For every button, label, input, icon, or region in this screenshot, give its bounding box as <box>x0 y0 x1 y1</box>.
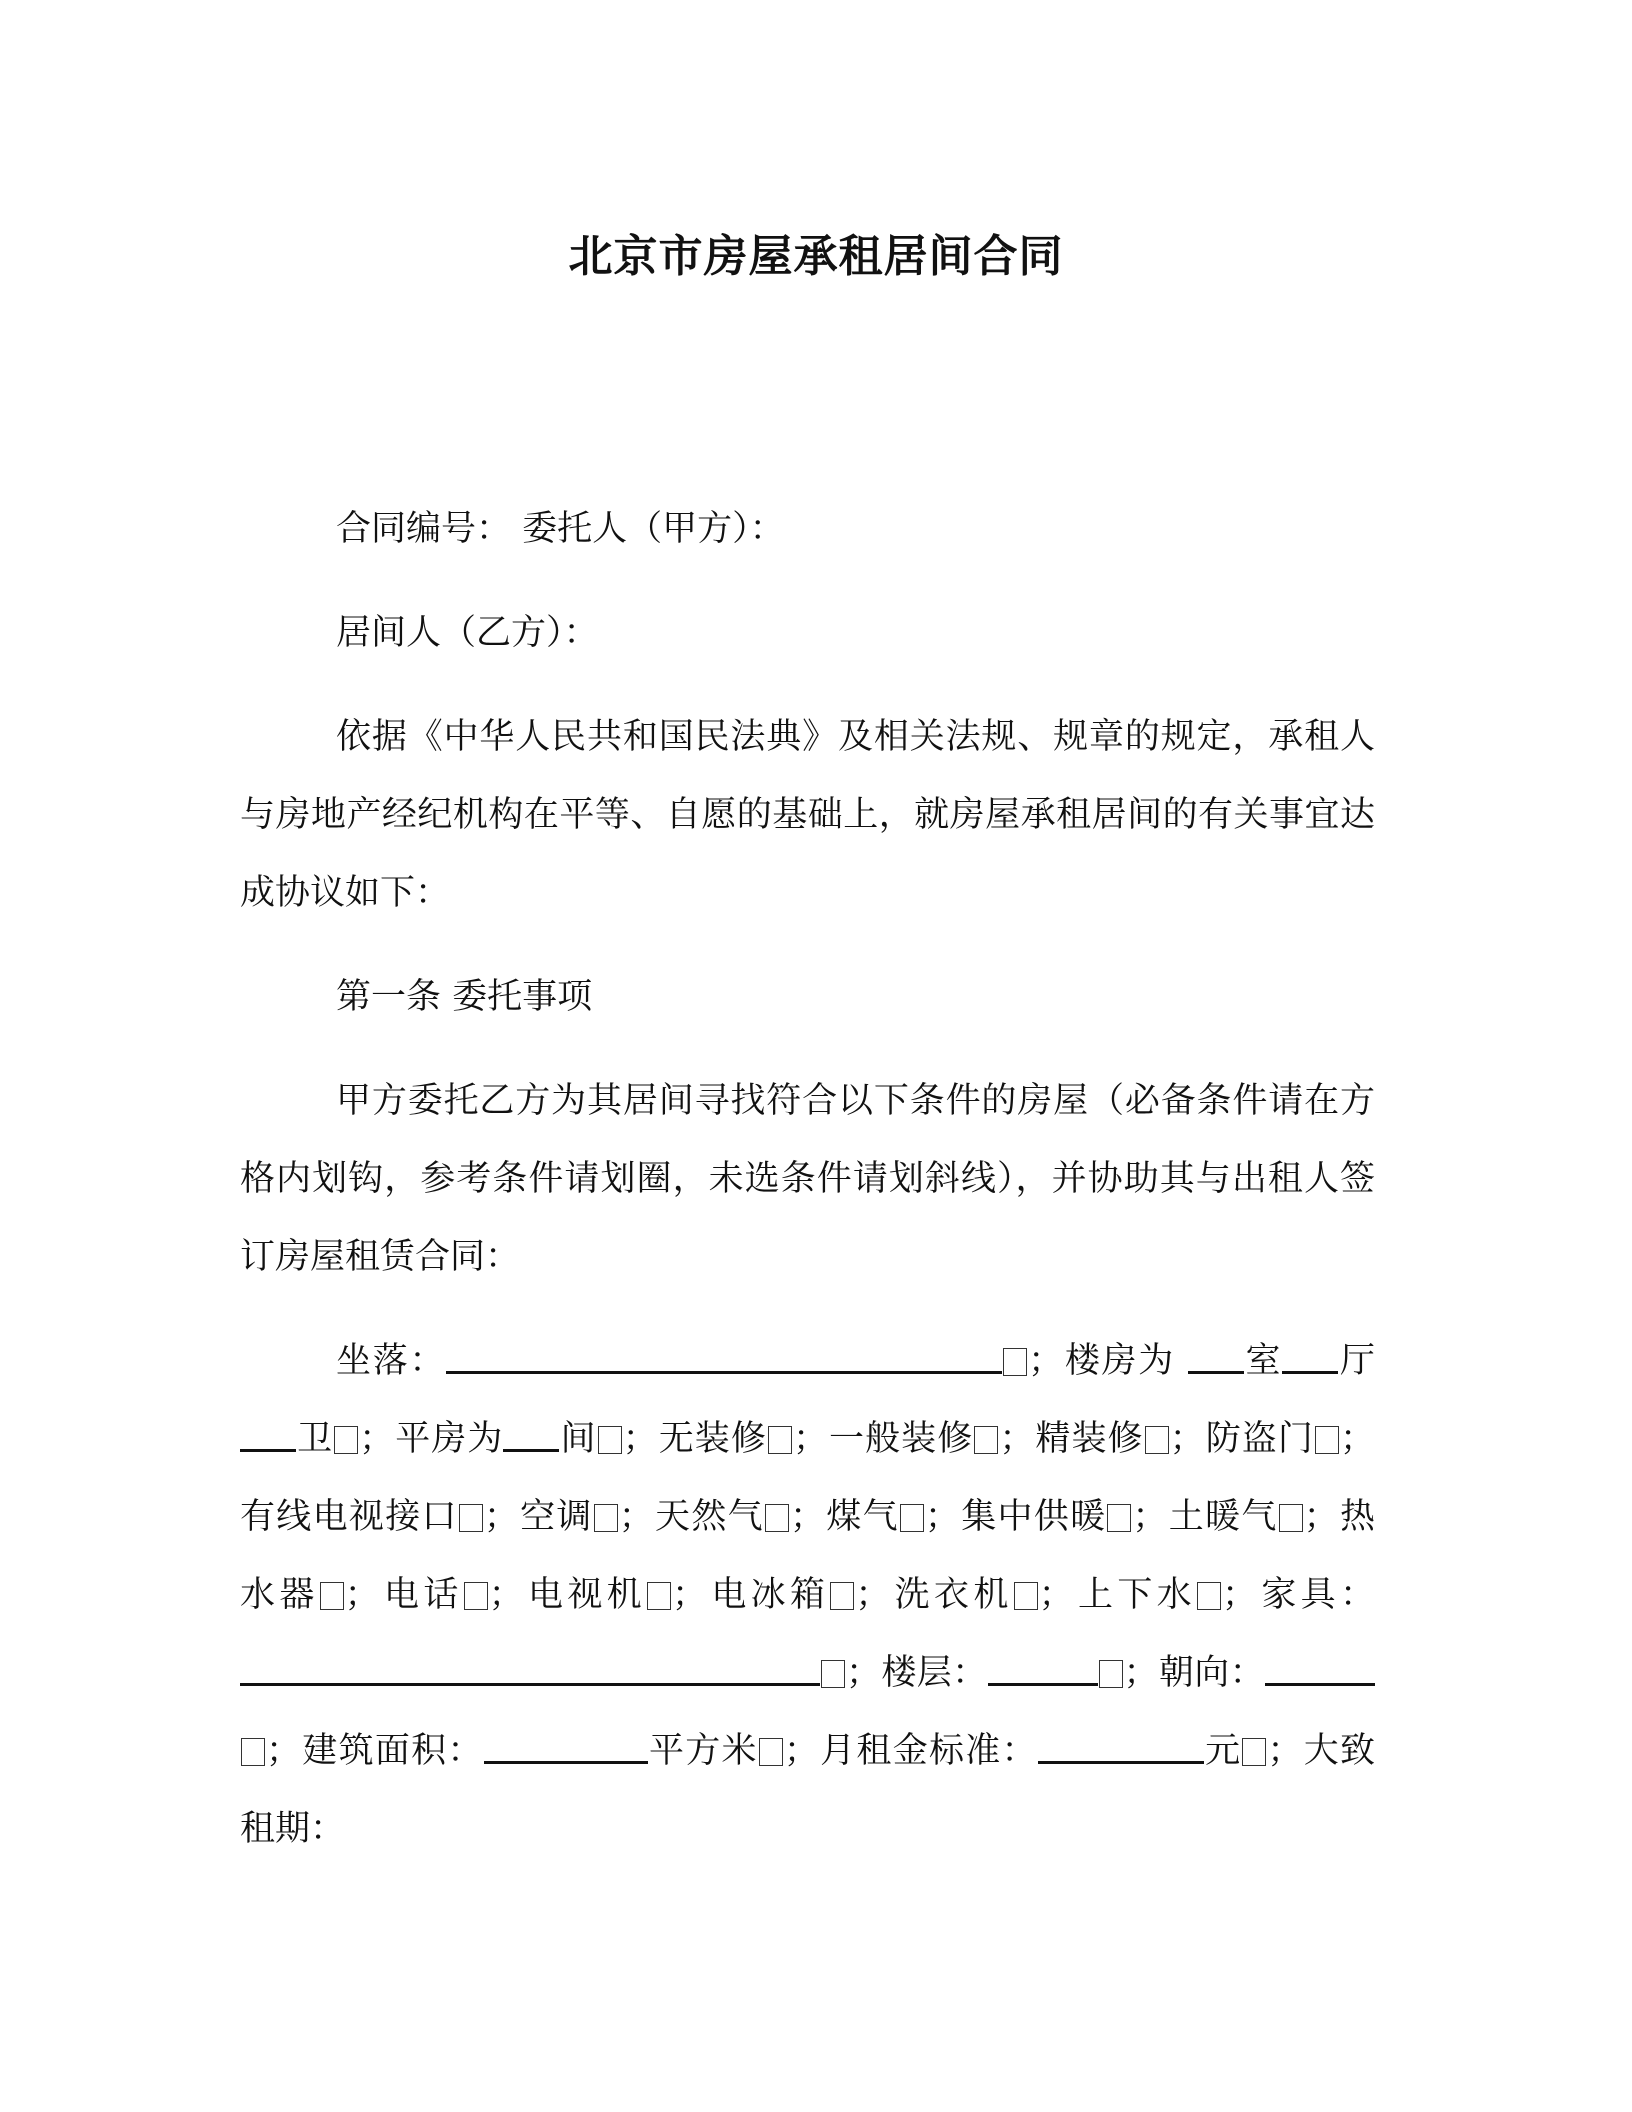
checkbox-fridge[interactable] <box>830 1582 854 1610</box>
checkbox-natural-gas[interactable] <box>765 1504 789 1532</box>
cable-tv-label: ；有线电视接口 <box>240 1419 1375 1537</box>
bungalow-label: ；平房为 <box>359 1419 504 1459</box>
intro-line-1 <box>240 490 1375 568</box>
preamble: 依据《中华人民共和国民法典》及相关法规、规章的规定，承租人与房地产经纪机构在平等、自愿的基础上，就房屋承租居间的有关事宜达成协议如下： <box>240 717 1375 913</box>
fine-decor-label: ；精装修 <box>999 1419 1144 1459</box>
building-label: ；楼房为 <box>1028 1341 1175 1381</box>
checkbox-plumbing[interactable] <box>1197 1582 1221 1610</box>
contract-no-label: 合同编号： <box>336 509 512 549</box>
bath-label: 卫 <box>296 1419 334 1459</box>
article-1-heading: 第一条 委托事项 <box>336 977 593 1017</box>
checkbox-normal-decor[interactable] <box>974 1426 998 1454</box>
rent-blank[interactable] <box>1038 1731 1204 1764</box>
principal-label: 委托人（甲方）： <box>522 509 785 549</box>
checkbox-building[interactable] <box>334 1426 358 1454</box>
location-label: 坐落： <box>336 1341 447 1381</box>
area-label: ；建筑面积： <box>266 1731 484 1771</box>
room-blank[interactable] <box>1188 1341 1244 1374</box>
checkbox-tv[interactable] <box>647 1582 671 1610</box>
rent-label: ；月租金标准： <box>783 1731 1038 1771</box>
phone-label: ；电话 <box>344 1575 463 1615</box>
bath-blank[interactable] <box>240 1419 296 1452</box>
checkbox-phone[interactable] <box>464 1582 488 1610</box>
article-1-text: 甲方委托乙方为其居间寻找符合以下条件的房屋（必备条件请在方格内划钩，参考条件请划圈，未选条件请划斜线），并协助其与出租人签订房屋租赁合同： <box>240 1081 1375 1277</box>
furniture-blank-2[interactable] <box>710 1653 820 1686</box>
washer-label: ；洗衣机 <box>855 1575 1013 1615</box>
checkbox-area[interactable] <box>759 1738 783 1766</box>
hall-label: 厅 <box>1338 1341 1375 1381</box>
agent-label: 居间人（乙方）： <box>336 613 599 653</box>
room-label: 室 <box>1243 1341 1283 1381</box>
plumbing-label: ；上下水 <box>1038 1575 1196 1615</box>
checkbox-water-heater[interactable] <box>320 1582 344 1610</box>
tv-label: ；电视机 <box>488 1575 646 1615</box>
orientation-blank[interactable] <box>1265 1653 1375 1686</box>
yuan-label: 元 <box>1203 1731 1242 1771</box>
intro-line-2 <box>240 594 1375 672</box>
lease-term-label: ；大致租期： <box>240 1731 1375 1849</box>
local-heating-label: ；土暖气 <box>1132 1497 1278 1537</box>
checkbox-ac[interactable] <box>594 1504 618 1532</box>
area-blank[interactable] <box>484 1731 510 1764</box>
floor-label: ；楼层： <box>846 1653 988 1693</box>
checkbox-washer[interactable] <box>1014 1582 1038 1610</box>
location-blank[interactable] <box>446 1341 1002 1374</box>
no-decor-label: ；无装修 <box>622 1419 767 1459</box>
document-title: 北京市房屋承租居间合同 <box>568 231 1064 282</box>
bungalow-blank[interactable] <box>503 1419 559 1452</box>
fridge-label: ；电冰箱 <box>672 1575 830 1615</box>
checkbox-security-door[interactable] <box>1315 1426 1339 1454</box>
checkbox-no-decor[interactable] <box>768 1426 792 1454</box>
checkbox-rent[interactable] <box>1242 1738 1266 1766</box>
checkbox-orientation[interactable] <box>241 1738 265 1766</box>
checkbox-location[interactable] <box>1003 1348 1027 1376</box>
checkbox-furniture[interactable] <box>821 1660 845 1688</box>
checkbox-coal-gas[interactable] <box>900 1504 924 1532</box>
sqm-label: 平方米 <box>647 1731 758 1771</box>
jian-label: 间 <box>559 1419 597 1459</box>
central-heating-label: ；集中供暖 <box>924 1497 1107 1537</box>
floor-blank[interactable] <box>988 1653 1098 1686</box>
furniture-label: ；家具： <box>1221 1575 1375 1615</box>
security-door-label: ；防盗门 <box>1169 1419 1314 1459</box>
normal-decor-label: ；一般装修 <box>792 1419 974 1459</box>
checkbox-bungalow[interactable] <box>598 1426 622 1454</box>
coal-gas-label: ；煤气 <box>789 1497 899 1537</box>
ac-label: ；空调 <box>483 1497 593 1537</box>
area-blank-2[interactable] <box>510 1731 648 1764</box>
checkbox-fine-decor[interactable] <box>1145 1426 1169 1454</box>
checkbox-local-heating[interactable] <box>1279 1504 1303 1532</box>
natural-gas-label: ；天然气 <box>618 1497 764 1537</box>
hall-blank[interactable] <box>1282 1341 1338 1374</box>
document-body <box>240 490 1375 1868</box>
orientation-label: ；朝向： <box>1123 1653 1265 1693</box>
checkbox-floor[interactable] <box>1099 1660 1123 1688</box>
water-heater-label: ；热水器 <box>240 1497 1375 1615</box>
furniture-blank[interactable] <box>240 1653 710 1686</box>
property-conditions <box>240 1322 1375 1868</box>
checkbox-cable-tv[interactable] <box>459 1504 483 1532</box>
checkbox-central-heating[interactable] <box>1107 1504 1131 1532</box>
